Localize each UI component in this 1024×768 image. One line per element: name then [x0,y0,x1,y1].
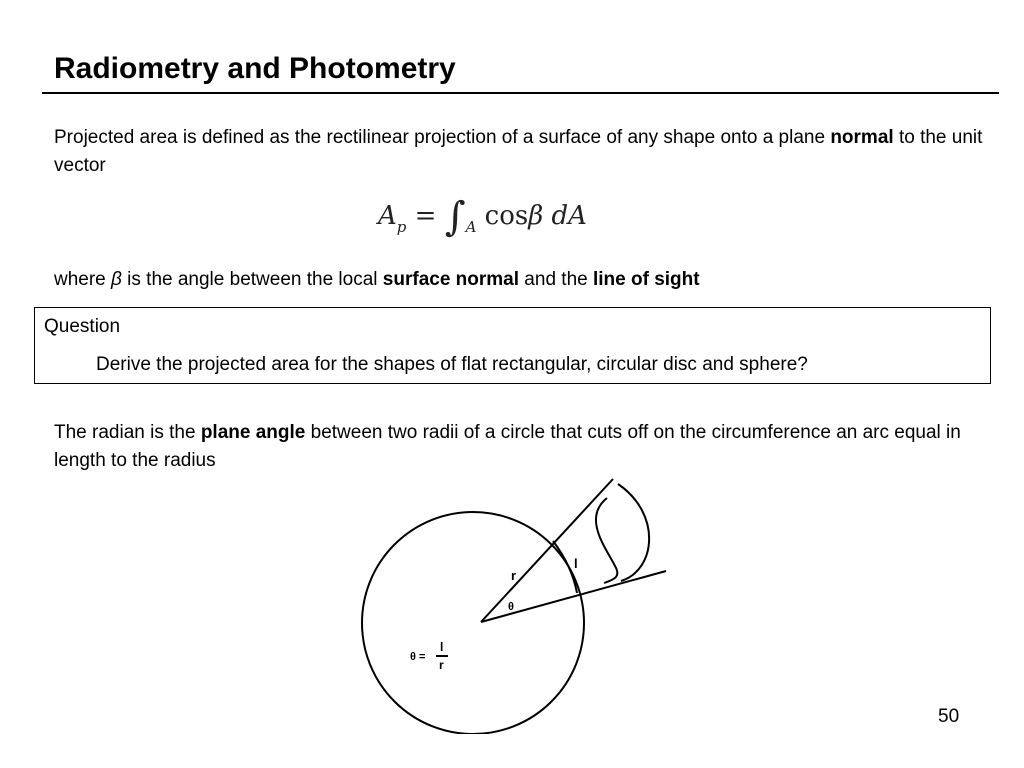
definition-bold-normal: normal [830,127,894,148]
label-theta: θ [508,601,514,613]
title-divider [42,92,999,94]
definition-text: Projected area is defined as the rectilinear projection of a surface of any shape onto a plane [54,127,831,148]
integral-sign: ∫ [444,194,466,240]
theta-eq-lhs: θ = [410,651,426,663]
radian-text: The radian is the [54,422,201,443]
bold-plane-angle: plane angle [200,422,306,443]
definition-text-end: to the unit vector [54,127,983,176]
label-l: l [574,556,578,571]
where-text-2: is the angle between the local [121,269,383,290]
formula-cos: cos [484,201,529,231]
projected-area-definition [54,124,1004,180]
theta-eq-numerator: l [440,640,444,654]
formula-beta: β [528,201,544,231]
radian-diagram [360,470,680,734]
solid-angle-outer-curve [618,484,649,581]
bold-line-of-sight: line of sight [592,269,700,290]
question-text: Derive the projected area for the shapes of flat rectangular, circular disc and sphere? [96,354,808,375]
theta-eq-denominator: r [439,658,444,672]
question-label: Question [44,316,121,337]
beta-symbol: β [111,269,122,290]
formula-lhs: A [378,201,397,231]
beta-explanation [54,266,1004,294]
where-text: where [54,269,112,290]
slide-title: Radiometry and Photometry [54,52,456,85]
formula-equals: = [414,201,437,231]
solid-angle-inner-curve [596,498,617,583]
where-text-3: and the [519,269,593,290]
projected-area-formula [378,188,587,255]
bold-surface-normal: surface normal [382,269,520,290]
integral-subscript: A [465,218,477,236]
radius-line-upper [481,479,613,622]
radian-definition [54,419,1004,475]
radian-text-2: between two radii of a circle that cuts off on the circumference an arc equal in length to the radius [54,422,961,471]
formula-da: dA [551,201,587,231]
formula-lhs-subscript: p [396,218,407,236]
label-r: r [511,568,517,583]
page-number: 50 [938,706,960,727]
question-box [34,307,991,384]
